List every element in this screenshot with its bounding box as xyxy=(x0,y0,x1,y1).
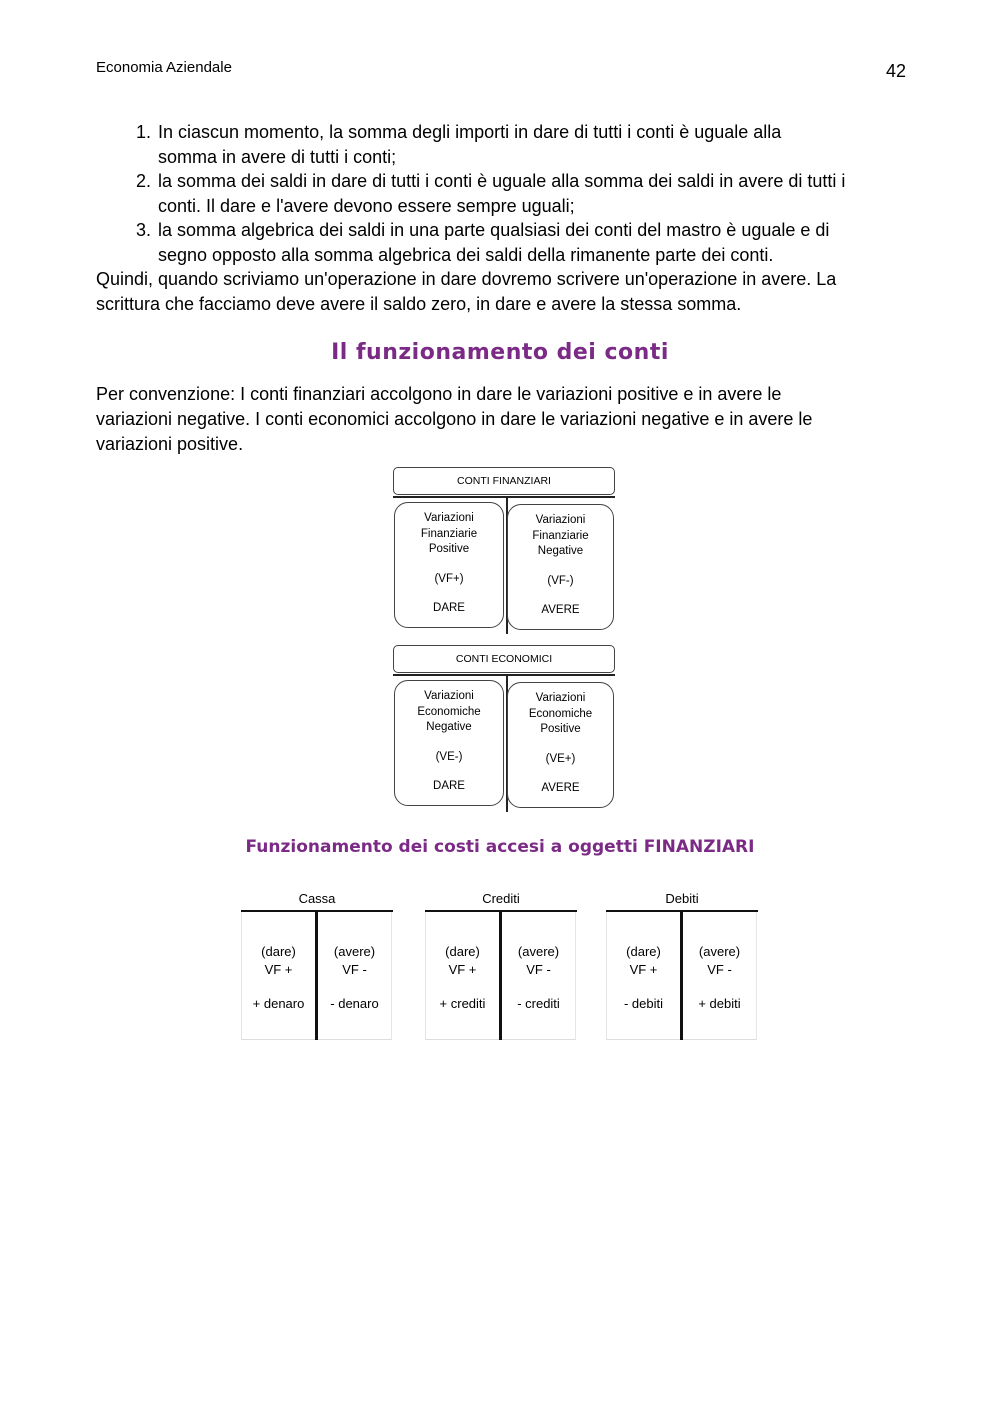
diagram-conti-economici xyxy=(393,645,615,815)
box-line: Positive xyxy=(428,543,470,555)
box-line: Variazioni xyxy=(535,692,586,704)
cell-text: VF - xyxy=(342,961,367,977)
t-account-avere-column xyxy=(502,912,576,1040)
list-text-line: In ciascun momento, la somma degli importi in dare di tutti i conti è uguale alla xyxy=(158,122,782,142)
box-side: DARE xyxy=(433,602,465,614)
box-line: Economiche xyxy=(528,707,593,720)
diagram-box-left xyxy=(394,502,504,628)
cell-text: VF + xyxy=(448,961,477,977)
diagram-header: CONTI FINANZIARI xyxy=(393,467,615,495)
list-item xyxy=(96,218,911,267)
list-text-line: conti. Il dare e l'avere devono essere sempre uguali; xyxy=(158,195,575,216)
t-account-dare-column xyxy=(241,912,315,1040)
cell-text: (avere) xyxy=(698,944,741,959)
box-code: (VF-) xyxy=(547,574,574,587)
paragraph-line: variazioni positive. xyxy=(96,434,244,454)
box-code: (VE+) xyxy=(545,752,576,765)
diagram-box-left xyxy=(394,680,504,806)
cell-text: + debiti xyxy=(698,996,741,1011)
list-item xyxy=(96,169,911,218)
cell-text: + denaro xyxy=(252,996,305,1011)
diagram-header: CONTI ECONOMICI xyxy=(393,645,615,673)
box-side: DARE xyxy=(433,780,465,792)
running-header: Economia Aziendale xyxy=(96,59,232,76)
paragraph-line: Per convenzione: I conti finanziari accolgono in dare le variazioni positive e in avere le xyxy=(96,384,782,404)
list-text-line: la somma dei saldi in dare di tutti i conti è uguale alla somma dei saldi in avere di tutti i xyxy=(158,171,846,191)
cell-text: - crediti xyxy=(517,996,560,1011)
t-account-crediti xyxy=(425,888,577,1042)
page-number: 42 xyxy=(885,61,906,81)
cell-text: (dare) xyxy=(261,944,296,959)
list-number: 3. xyxy=(136,220,152,240)
paragraph-saldo-zero xyxy=(96,267,911,317)
box-line: Variazioni xyxy=(424,690,474,702)
t-account-debiti xyxy=(606,888,758,1042)
list-text-line: la somma algebrica dei saldi in una parte qualsiasi dei conti del mastro è uguale e di xyxy=(158,220,830,240)
box-line: Positive xyxy=(540,723,581,735)
cell-text: - denaro xyxy=(330,996,379,1011)
section-title-funzionamento-conti: Il funzionamento dei conti xyxy=(331,340,669,365)
t-account-top-line xyxy=(393,674,615,676)
box-line: Negative xyxy=(537,545,584,557)
box-line: Economiche xyxy=(417,705,481,718)
box-line: Variazioni xyxy=(535,514,586,526)
box-side: AVERE xyxy=(541,604,580,616)
section-title-costi-finanziari: Funzionamento dei costi accesi a oggetti FINANZIARI xyxy=(245,837,755,857)
t-account-top-line xyxy=(393,496,615,498)
t-account-title: Crediti xyxy=(482,891,520,906)
t-account-avere-column xyxy=(683,912,757,1040)
cell-text: (dare) xyxy=(626,944,661,959)
box-line: Variazioni xyxy=(424,512,474,524)
diagram-conti-finanziari xyxy=(393,467,615,637)
box-code: (VF+) xyxy=(434,572,464,585)
paragraph-line: variazioni negative. I conti economici accolgono in dare le variazioni negative e in avere le xyxy=(96,409,813,429)
box-code: (VE-) xyxy=(435,750,463,763)
t-account-title: Debiti xyxy=(665,891,699,906)
cell-text: VF + xyxy=(264,961,293,977)
list-text-line: somma in avere di tutti i conti; xyxy=(158,146,397,167)
t-account-avere-column xyxy=(318,912,392,1040)
cell-text: (avere) xyxy=(517,944,560,959)
diagram-box-right xyxy=(507,504,614,630)
t-account-dare-column xyxy=(425,912,499,1040)
box-line: Finanziarie xyxy=(420,527,478,540)
paragraph-convenzione xyxy=(96,382,911,457)
list-item xyxy=(96,120,911,169)
cell-text: VF - xyxy=(526,961,551,977)
list-number: 1. xyxy=(136,122,152,142)
list-number: 2. xyxy=(136,171,152,191)
t-account-dare-column xyxy=(606,912,680,1040)
cell-text: VF + xyxy=(629,961,658,977)
t-account-title: Cassa xyxy=(298,891,336,906)
cell-text: VF - xyxy=(707,961,732,977)
cell-text: - debiti xyxy=(623,996,664,1011)
box-line: Negative xyxy=(426,721,472,733)
diagram-box-right xyxy=(507,682,614,808)
cell-text: (avere) xyxy=(333,944,376,959)
box-side: AVERE xyxy=(541,782,580,794)
cell-text: (dare) xyxy=(445,944,480,959)
paragraph-line: Quindi, quando scriviamo un'operazione in dare dovremo scrivere un'operazione in avere. La xyxy=(96,269,837,289)
t-account-cassa xyxy=(241,888,393,1042)
box-line: Finanziarie xyxy=(532,529,589,542)
list-text-line: segno opposto alla somma algebrica dei saldi della rimanente parte dei conti. xyxy=(158,244,774,265)
paragraph-line: scrittura che facciamo deve avere il saldo zero, in dare e avere la stessa somma. xyxy=(96,294,742,314)
numbered-list xyxy=(96,120,911,267)
cell-text: + crediti xyxy=(439,996,486,1011)
